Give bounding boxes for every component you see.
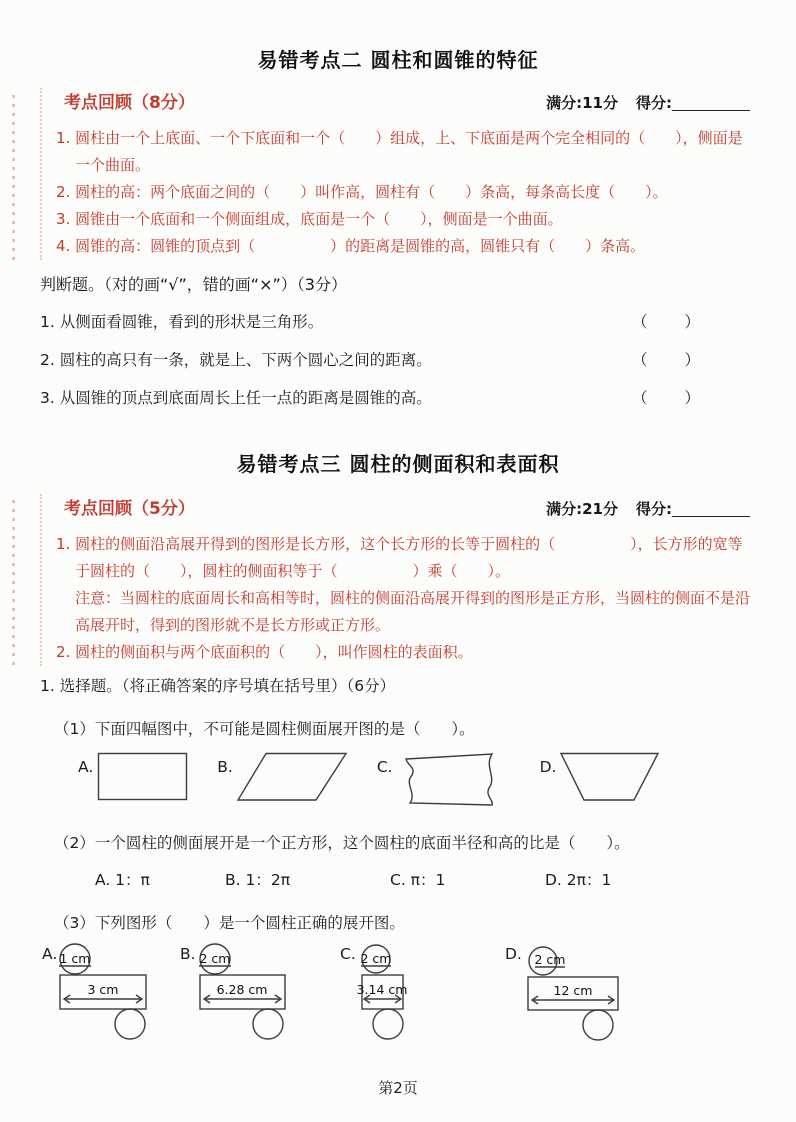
review-item: 4. 圆锥的高：圆锥的顶点到（ ）的距离是圆锥的高，圆锥只有（ ）条高。	[56, 237, 646, 255]
score-line	[546, 92, 750, 113]
option-label: B.	[180, 945, 196, 963]
answer-blank: （ ）	[631, 389, 702, 407]
judgment-item-text: 1. 从侧面看圆锥，看到的形状是三角形。	[40, 313, 324, 331]
option-label: C.	[376, 758, 393, 776]
shape-option-c	[377, 750, 498, 808]
choice-section	[40, 674, 756, 1065]
answer-blank: （ ）	[631, 313, 702, 331]
question-3-diagrams	[40, 939, 756, 1065]
review-item: 1. 圆柱由一个上底面、一个下底面和一个（ ）组成，上、下底面是两个完全相同的（ ），侧面是一个曲面。	[56, 129, 743, 174]
question-3-text: （3）下列图形（ ）是一个圆柱正确的展开图。	[54, 914, 405, 932]
question-2-text: （2）一个圆柱的侧面展开是一个正方形，这个圆柱的底面半径和高的比是（ ）。	[54, 834, 630, 852]
parallelogram-shape-icon	[236, 750, 348, 804]
cylinder-net-diagram-c	[340, 939, 490, 1059]
section2-title: 易错考点二 圆柱和圆锥的特征	[257, 48, 539, 72]
wavy-quad-shape-icon	[396, 750, 498, 808]
review-item-list	[56, 531, 756, 666]
score-label: 得分:	[636, 94, 672, 112]
rectangle-shape-icon	[96, 750, 191, 804]
cylinder-net-diagram-a	[42, 939, 192, 1059]
score-line	[546, 498, 750, 519]
score-blank-line	[672, 95, 750, 111]
page-footer: 第2页	[378, 1079, 418, 1097]
cylinder-net-icon	[505, 939, 655, 1043]
bottom-circle	[115, 1009, 145, 1039]
review-box-section3	[40, 494, 756, 666]
diameter-label: 1 cm	[59, 951, 91, 966]
review-item: 2. 圆柱的高：两个底面之间的（ ）叫作高，圆柱有（ ）条高，每条高长度（ ）。	[56, 183, 668, 201]
review-heading: 考点回顾（5分）	[64, 499, 195, 519]
bottom-circle	[253, 1009, 283, 1039]
option-label: A.	[42, 945, 58, 963]
bottom-circle	[583, 1010, 613, 1040]
option-c: C. π：1	[390, 871, 446, 889]
answer-blank: （ ）	[631, 351, 702, 369]
judgment-item	[40, 312, 702, 333]
judgment-item-text: 2. 圆柱的高只有一条，就是上、下两个圆心之间的距离。	[40, 351, 432, 369]
review-item: 2. 圆柱的侧面积与两个底面积的（ ），叫作圆柱的表面积。	[56, 643, 473, 661]
full-score-label: 满分:21分	[546, 500, 618, 518]
bottom-circle	[373, 1009, 403, 1039]
option-a: A. 1：π	[95, 871, 150, 889]
review-header	[56, 494, 756, 519]
option-label: D.	[505, 945, 522, 963]
full-score-label: 满分:11分	[546, 94, 618, 112]
width-label: 3 cm	[87, 982, 119, 997]
cylinder-net-diagram-b	[180, 939, 330, 1059]
diameter-label: 2 cm	[199, 951, 231, 966]
review-heading: 考点回顾（8分）	[64, 93, 195, 113]
review-note: 注意：当圆柱的底面周长和高相等时，圆柱的侧面沿高展开得到的图形是正方形，当圆柱的侧面不是沿高展开时，得到的图形就不是长方形或正方形。	[75, 589, 751, 634]
scan-artifact-line	[12, 95, 15, 260]
cylinder-net-diagram-d	[505, 939, 655, 1059]
judgment-item-text: 3. 从圆锥的顶点到底面周长上任一点的距离是圆锥的高。	[40, 389, 432, 407]
cylinder-net-icon	[340, 939, 490, 1043]
scan-artifact-line	[12, 500, 15, 665]
judgment-heading: 判断题。（对的画“√”，错的画“×”）（3分）	[40, 275, 347, 294]
review-header	[56, 88, 756, 113]
option-label: A.	[78, 758, 94, 776]
shape-option-a	[78, 750, 191, 804]
score-blank-line	[672, 501, 750, 517]
judgment-item	[40, 388, 702, 409]
review-box-section2	[40, 88, 756, 260]
judgment-section	[40, 272, 756, 409]
width-label: 3.14 cm	[356, 982, 408, 997]
trapezoid-shape-icon	[559, 750, 661, 804]
question-2-options	[40, 868, 756, 890]
review-item-list	[56, 125, 756, 260]
choice-heading: 1. 选择题。（将正确答案的序号填在括号里）（6分）	[40, 677, 396, 695]
option-label: D.	[539, 758, 557, 776]
option-label: B.	[217, 758, 233, 776]
question-1-options	[40, 750, 756, 810]
cylinder-net-icon	[42, 939, 192, 1043]
diameter-label: 2 cm	[360, 951, 392, 966]
cylinder-net-icon	[180, 939, 330, 1043]
question-1-text: （1）下面四幅图中，不可能是圆柱侧面展开图的是（ ）。	[54, 720, 475, 738]
review-item: 1. 圆柱的侧面沿高展开得到的图形是长方形，这个长方形的长等于圆柱的（ ），长方形的宽等于圆柱的（ ），圆柱的侧面积等于（ ）乘（ ）。	[56, 535, 743, 580]
option-label: C.	[340, 945, 356, 963]
option-d: D. 2π：1	[545, 871, 612, 889]
shape-option-d	[540, 750, 662, 804]
width-label: 6.28 cm	[216, 982, 268, 997]
shape-option-b	[217, 750, 348, 804]
judgment-item	[40, 350, 702, 371]
diameter-label: 2 cm	[534, 952, 566, 967]
section3-title: 易错考点三 圆柱的侧面积和表面积	[236, 452, 560, 476]
score-label: 得分:	[636, 500, 672, 518]
review-item: 3. 圆锥由一个底面和一个侧面组成，底面是一个（ ），侧面是一个曲面。	[56, 210, 563, 228]
width-label: 12 cm	[553, 983, 593, 998]
option-b: B. 1：2π	[225, 871, 291, 889]
